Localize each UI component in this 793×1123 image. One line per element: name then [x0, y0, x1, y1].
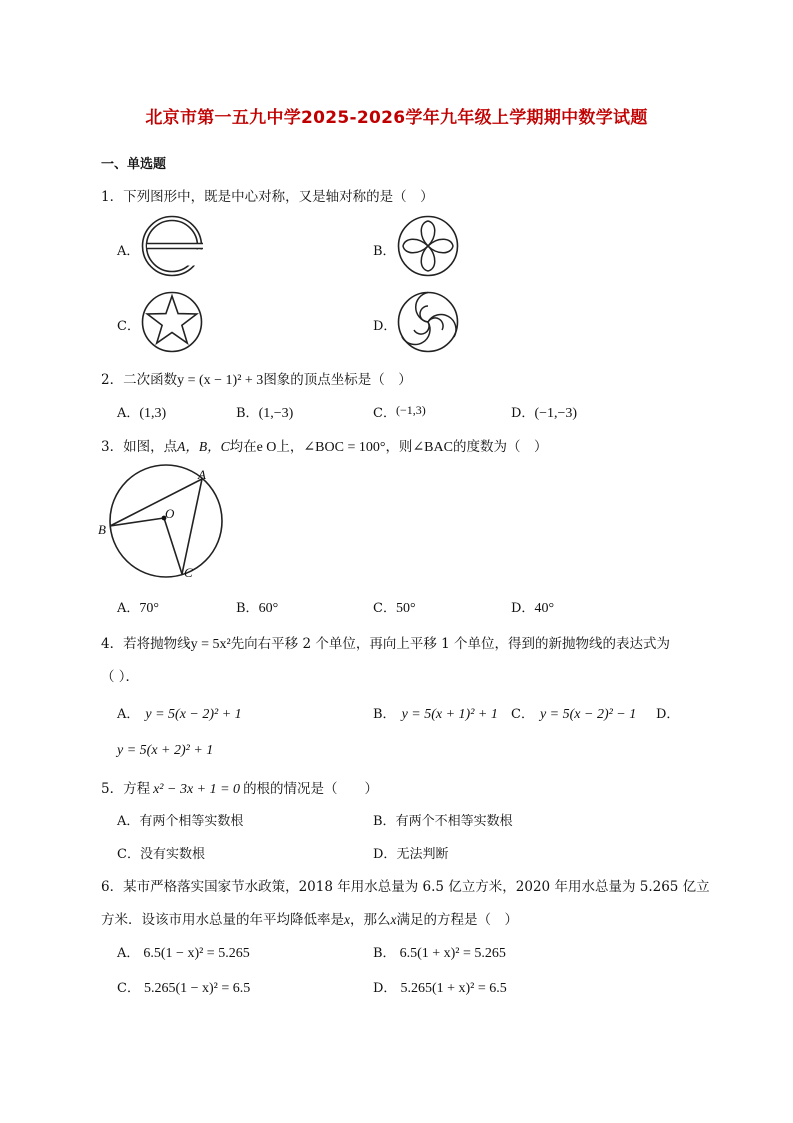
question-text: ，则 — [385, 439, 413, 455]
option-text: 70° — [139, 601, 159, 616]
q5-option-a[interactable] — [117, 810, 243, 829]
question-text: 的根的情况是（ ） — [243, 781, 379, 797]
question-4-stem — [101, 632, 670, 653]
option-text: 没有实数根 — [139, 847, 205, 862]
option-label: A． — [117, 406, 140, 421]
page-title: 北京市第一五九中学2025-2026学年九年级上学期期中数学试题 — [145, 108, 648, 128]
question-text: 上， — [276, 439, 304, 455]
q4-option-a[interactable] — [117, 703, 242, 723]
swirl-circle-icon — [397, 291, 459, 353]
option-label: C． — [373, 601, 396, 616]
point-a-label: A — [198, 467, 206, 482]
four-petal-circle-icon — [397, 215, 459, 277]
option-text: 60° — [258, 601, 279, 616]
question-3-stem — [101, 435, 547, 456]
question-number: 1． — [101, 189, 124, 205]
option-text: (−1,3) — [395, 403, 426, 417]
letter-e-icon — [141, 215, 203, 277]
option-label: A． — [117, 814, 140, 829]
option-text: 40° — [534, 601, 555, 616]
math-expression: y = 5x² — [190, 637, 231, 652]
section-heading: 一、单选题 — [101, 157, 167, 172]
option-label: A． — [117, 244, 140, 259]
option-label: C． — [373, 406, 396, 421]
question-1-stem — [101, 185, 434, 205]
question-text: 先向右平移 2 个单位，再向上平移 1 个单位，得到的新抛物线的表达式为 — [230, 636, 671, 652]
question-5-stem — [101, 777, 378, 798]
circle-symbol: e O — [256, 440, 277, 455]
q1-option-b[interactable] — [373, 240, 396, 259]
q4-option-d[interactable] — [656, 703, 679, 722]
point-c-label: C — [184, 565, 193, 580]
question-text: 某市严格落实国家节水政策，2018 年用水总量为 6.5 亿立方米，2020 年用水总量为 5.265 亿立 — [123, 879, 710, 895]
option-label: C． — [117, 981, 140, 996]
q3-option-c[interactable] — [373, 597, 416, 617]
option-text: 5.265(1 − x)² = 6.5 — [143, 981, 251, 996]
option-text: 6.5(1 − x)² = 5.265 — [143, 946, 250, 961]
q3-option-a[interactable] — [117, 597, 159, 617]
q2-option-a[interactable] — [117, 402, 166, 422]
q5-option-c[interactable] — [117, 843, 205, 862]
question-2-stem — [101, 368, 412, 389]
question-number: 4． — [101, 636, 124, 652]
q2-option-c[interactable] — [373, 402, 426, 421]
variable-x: x — [344, 912, 350, 927]
question-text: 下列图形中，既是中心对称，又是轴对称的是（ ） — [123, 189, 434, 205]
option-label: B． — [373, 946, 396, 961]
q6-option-c[interactable] — [117, 977, 250, 997]
question-text: ，那么 — [350, 912, 391, 928]
variable-x: x — [390, 912, 397, 927]
question-text: 二次函数 — [123, 372, 178, 388]
option-label: A． — [117, 946, 140, 961]
question-text: 方米．设该市用水总量的年平均降低率是 — [101, 912, 344, 928]
option-label: D． — [373, 319, 397, 334]
option-text: 5.265(1 + x)² = 6.5 — [400, 981, 507, 996]
question-number: 6． — [101, 879, 124, 895]
q6-option-b[interactable] — [373, 942, 506, 962]
question-4-stem-line2: （ ）． — [101, 669, 140, 685]
option-label: C． — [117, 319, 140, 334]
q6-option-a[interactable] — [117, 942, 250, 962]
option-text: y = 5(x − 2)² + 1 — [145, 707, 242, 722]
question-number: 5． — [101, 781, 124, 797]
math-expression: ∠BOC = 100° — [303, 440, 386, 455]
option-label: B． — [373, 244, 396, 259]
q2-option-d[interactable] — [511, 402, 577, 422]
option-label: D． — [656, 707, 680, 722]
option-label: D． — [373, 847, 397, 862]
q2-option-b[interactable] — [236, 402, 293, 422]
option-label: C． — [511, 707, 534, 722]
question-text: 方程 — [123, 781, 151, 797]
option-text: 有两个相等实数根 — [139, 814, 244, 829]
option-label: D． — [373, 981, 397, 996]
q5-option-b[interactable] — [373, 810, 513, 829]
center-o-label: O — [165, 506, 175, 521]
q4-option-b[interactable] — [373, 703, 498, 723]
option-label: A． — [117, 601, 140, 616]
option-label: C． — [117, 847, 140, 862]
math-expression: x² − 3x + 1 = 0 — [153, 782, 241, 797]
question-text: 如图，点 — [123, 439, 178, 455]
math-expression: ∠BAC — [412, 440, 453, 455]
option-text: 有两个不相等实数根 — [395, 814, 513, 829]
question-text: 若将抛物线 — [123, 636, 191, 652]
point-b-label: B — [98, 522, 106, 537]
option-text: y = 5(x − 2)² − 1 — [539, 707, 637, 722]
option-label: A． — [117, 707, 140, 722]
option-label: D． — [511, 601, 535, 616]
option-text: 50° — [395, 601, 416, 616]
q3-option-b[interactable] — [236, 597, 278, 617]
circle-geometry-figure — [96, 462, 246, 587]
q1-option-d[interactable] — [373, 315, 396, 334]
option-text: (1,3) — [139, 406, 167, 421]
question-text: 图象的顶点坐标是（ ） — [263, 372, 412, 388]
option-text: y = 5(x + 2)² + 1 — [117, 743, 214, 758]
q3-option-d[interactable] — [511, 597, 554, 617]
question-6-stem-line2 — [101, 908, 518, 928]
q4-option-d-expression — [117, 743, 213, 759]
question-6-stem — [101, 875, 710, 895]
question-number: 3． — [101, 439, 124, 455]
option-text: 无法判断 — [396, 847, 449, 862]
question-text: 均在 — [229, 439, 257, 455]
q6-option-d[interactable] — [373, 977, 507, 997]
option-text: y = 5(x + 1)² + 1 — [401, 707, 498, 722]
q1-option-c[interactable] — [117, 315, 140, 334]
option-label: B． — [373, 814, 396, 829]
option-label: B． — [236, 406, 259, 421]
q5-option-d[interactable] — [373, 843, 448, 862]
q4-option-c[interactable] — [511, 703, 636, 723]
option-text: (−1,−3) — [534, 406, 578, 421]
point-names: A，B，C — [177, 439, 230, 454]
option-label: B． — [236, 601, 259, 616]
option-text: 6.5(1 + x)² = 5.265 — [399, 946, 506, 961]
option-text: (1,−3) — [258, 406, 294, 421]
question-number: 2． — [101, 372, 124, 388]
option-label: B． — [373, 707, 396, 722]
q1-option-a[interactable] — [117, 240, 139, 259]
star-in-circle-icon — [141, 291, 203, 353]
option-label: D． — [511, 406, 535, 421]
question-text: 的度数为（ ） — [452, 439, 548, 455]
math-expression: y = (x − 1)² + 3 — [177, 373, 264, 388]
question-text: 满足的方程是（ ） — [396, 912, 518, 928]
